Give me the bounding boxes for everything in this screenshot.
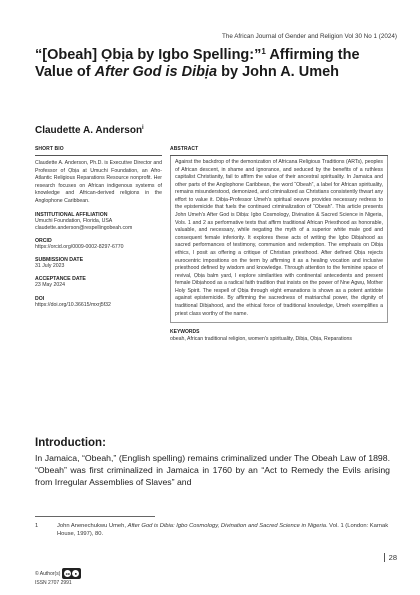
footnote-book-title: After God is Dibia: Igbo Cosmology, Divination and Sacred Science in Nigeria [127, 523, 326, 529]
page-number: 28 [384, 553, 397, 562]
affiliation-value: Umuchi Foundation, Florida, USA [35, 217, 113, 224]
abstract-column [170, 146, 388, 343]
footnote-number: 1 [35, 523, 39, 529]
footnote-text [57, 522, 390, 538]
affiliation-label: INSTITUTIONAL AFFILIATION [35, 211, 108, 218]
cc-icon: cc [65, 571, 71, 576]
article-title [35, 47, 390, 81]
introduction-heading: Introduction: [35, 437, 106, 449]
acceptance-date-value: 23 May 2024 [35, 282, 65, 289]
author-name-text: Claudette A. Anderson [35, 125, 143, 136]
issn: ISSN 2707 2991 [35, 580, 72, 586]
orcid-label: ORCID [35, 237, 52, 244]
abstract-box [170, 156, 388, 323]
footnote-text-a: John Anenechukwu Umeh, [57, 523, 128, 529]
submission-date-value: 31 July 2023 [35, 263, 65, 270]
title-italic: After God is Dibịa [94, 64, 218, 80]
submission-date-label: SUBMISSION DATE [35, 257, 84, 264]
abstract-text: Against the backdrop of the demonization of Africana Religious Traditions (ARTs), peoples of African descent, in shame and ignorance, and seduced by the benefits of a ruthless capitalist Christianity, fail to affirm the value of their ancestral spirituality. In Jamaica and other parts of the Anglophone Caribbean, the word “Obeah”, a label for African spirituality, remains misunderstood, demonized, and criminalized as Christians consistently thwart any effort to value it. Dibịa-Professor Umeh's spiritual oeuvre provides necessary redress to the epistemicide that fuels the continued criminalization of “Obeah”. This article presents John Umeh's After God is Dibịa: Igbo Cosmology, Divination & Sacred Science in Nigeria, Vols. 1 and 2 as performative texts that affirm traditional African Priesthood as honorable, valuable, and necessary, while negating the myth of a superior white male god and consequent female inferiority. It explores these acts of writing the Igbo Dibịahood as sacred performances of testimony, communion and redemption. The emphasis on Dibịa ethics, I posit as offering a critique of Christian priesthood. After defined Ọbịa rejects eurocentric impositions on the term by affirming it as a healing vocation and inclusive priesthood defined by wisdom and knowledge. Through attention to the feminine space of revival, Ọbịa balm yard, I explore similarities with continental antecedents and present female Dibịahood as a radical faith tradition that insists on the power of Nne Agwụ, Mother Holy Spirit. The respell of Ọbịa through eight emanations is shown as a potent antidote against epistemicide. By affirming the sacredness of matriarchal power, the dignity of traditional Dibịahood, and the ethical force of traditional knowledge, Umeh exemplifies a priest class worthy of the name. [175, 159, 383, 317]
author-name [35, 125, 144, 136]
orcid-link[interactable]: https://orcid.org/0009-0002-8297-6770 [35, 243, 124, 250]
author-note-marker[interactable]: i [142, 125, 144, 131]
short-bio-heading: SHORT BIO [35, 146, 162, 156]
footnote-divider [35, 516, 155, 517]
keywords-text: obeah, African traditional religion, women's spirituality, Dibịa, Ọbịa, Reparations [170, 336, 352, 343]
title-part1: “[Obeah] Ọbịa by Igbo Spelling:” [35, 47, 262, 63]
footnote [35, 522, 390, 538]
introduction-body: In Jamaica, “Obeah,” (English spelling) remains criminalized under The Obeah Law of 1898. “Obeah” was first criminalized in Jamaica in 1760 by an “Act to Remedy the Evils arising from Irregular Assemblies of Slaves” and [35, 453, 390, 488]
title-part3: by John A. Umeh [217, 64, 340, 80]
abstract-heading: ABSTRACT [170, 146, 388, 156]
title-part2: Affirming the Value of [35, 47, 360, 80]
acceptance-date-label: ACCEPTANCE DATE [35, 276, 86, 283]
license-row [35, 568, 81, 579]
doi-label: DOI [35, 295, 45, 302]
doi-link[interactable]: https://doi.org/10.36615/mxrj5f32 [35, 301, 111, 308]
journal-header: The African Journal of Gender and Religion Vol 30 No 1 (2024) [221, 33, 397, 40]
sidebar-column [35, 146, 162, 309]
keywords-heading: KEYWORDS [170, 329, 200, 336]
title-footnote-marker[interactable]: 1 [261, 47, 266, 56]
copyright-text: © Author(s) [35, 570, 61, 577]
short-bio-text: Claudette A. Anderson, Ph.D. is Executive Director and Professor of Ọbịa at Umuchi Foundation, an Afro-Atlantic Religious Reparations Resource nonprofit. Her research focuses on African indigenous systems of knowledge and African-derived religions in the Anglophone Caribbean. [35, 160, 162, 204]
cc-license-icon[interactable] [62, 568, 81, 579]
footnote-text-b: . Vol. 1 (London: Karnak House, 1997), 80. [57, 523, 389, 537]
cc-by-icon: ● [72, 570, 79, 577]
author-email[interactable]: claudette.anderson@respellingobeah.com [35, 224, 133, 231]
